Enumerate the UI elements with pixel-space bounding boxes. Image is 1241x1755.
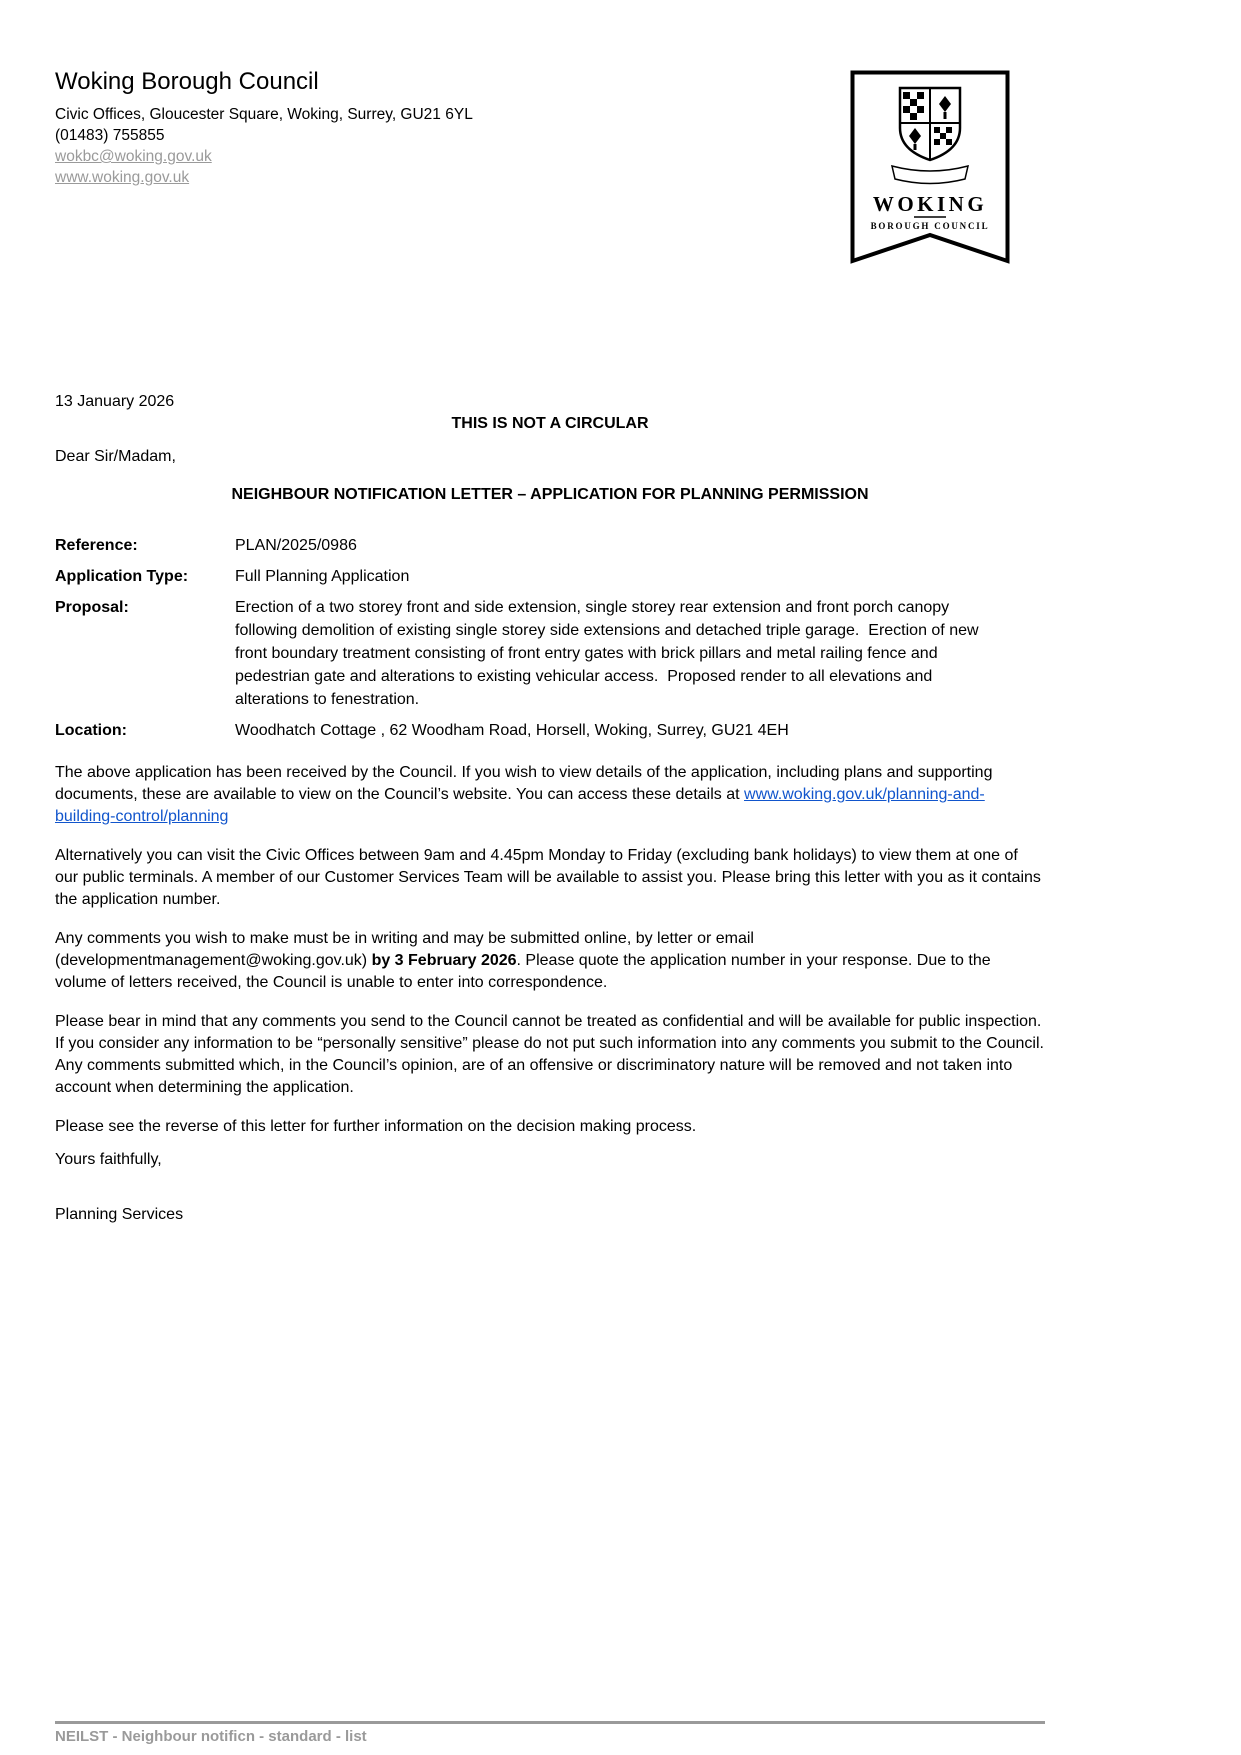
application-type-label: Application Type: [55,568,189,585]
footer [55,1721,1045,1745]
paragraph-view-details-text: The above application has been received by the Council. If you wish to view details of the application, including plans and supporting documents, these are available to view on the Council’s website. You can access these details at [55,764,993,803]
paragraph-comments-text-after: . Please quote the application number in your response. Due to the volume of letters received, the Council is unable to enter into correspondence. [55,952,991,991]
application-fields [55,534,1000,742]
council-phone: (01483) 755855 [55,127,165,144]
signature: Planning Services [55,1206,184,1223]
closing: Yours faithfully, [55,1151,162,1168]
logo-wordmark: WOKING [872,192,988,216]
reference-label: Reference: [55,537,138,554]
not-a-circular-notice: THIS IS NOT A CIRCULAR [451,415,649,432]
letter-title: NEIGHBOUR NOTIFICATION LETTER – APPLICATION FOR PLANNING PERMISSION [231,486,869,503]
field-row-proposal [55,596,1000,711]
letter-body [55,762,1045,1224]
council-email-link[interactable]: wokbc@woking.gov.uk [55,148,212,165]
application-type-value: Full Planning Application [235,568,410,585]
logo-subtitle: BOROUGH COUNCIL [870,221,990,231]
footer-divider [55,1721,1045,1724]
proposal-value: Erection of a two storey front and side extension, single storey rear extension and front porch canopy following demolition of existing single storey side extensions and detached triple garage. Erection of new front boundary treatment consisting of front entry gates with brick pillars and metal railing fence and pedestrian gate and alterations to existing vehicular access. Proposed render to all elevations and alterations to fenestration. [235,599,983,708]
reference-value: PLAN/2025/0986 [235,537,357,554]
council-logo-banner [850,70,1010,265]
paragraph-view-details [55,762,1045,828]
planning-portal-link[interactable]: www.woking.gov.uk/planning-and-building-control/planning [55,786,985,825]
paragraph-civic-offices: Alternatively you can visit the Civic Offices between 9am and 4.45pm Monday to Friday (excluding bank holidays) to view them at one of our public terminals. A member of our Customer Services Team will be available to assist you. Please bring this letter with you as it contains the application number. [55,847,1041,908]
location-value: Woodhatch Cottage , 62 Woodham Road, Horsell, Woking, Surrey, GU21 4EH [235,722,789,739]
footer-code: NEILST - Neighbour notificn - standard - list [55,1728,367,1745]
letter-date: 13 January 2026 [55,393,175,410]
salutation: Dear Sir/Madam, [55,448,176,465]
proposal-label: Proposal: [55,599,129,616]
paragraph-confidentiality: Please bear in mind that any comments you send to the Council cannot be treated as confidential and will be available for public inspection. If you consider any information to be “personally sensitive” please do not put such information into any comments you submit to the Council. Any comments submitted which, in the Council’s opinion, are of an offensive or discriminatory nature will be removed and not taken into account when determining the application. [55,1013,1044,1096]
council-address: Civic Offices, Gloucester Square, Woking, Surrey, GU21 6YL [55,106,473,123]
paragraph-comments-text-before: Any comments you wish to make must be in writing and may be submitted online, by letter or email (developmentmanagement@woking.gov.uk) [55,930,754,969]
location-label: Location: [55,722,127,739]
comments-deadline: by 3 February 2026 [371,952,517,969]
field-row-reference [55,534,1000,557]
council-website-link[interactable]: www.woking.gov.uk [55,169,190,186]
council-logo [850,70,1010,265]
field-row-location [55,719,1000,742]
paragraph-reverse-info: Please see the reverse of this letter for further information on the decision making process. [55,1118,697,1135]
paragraph-comments [55,928,1045,994]
council-name: Woking Borough Council [55,68,319,95]
field-row-application-type [55,565,1000,588]
